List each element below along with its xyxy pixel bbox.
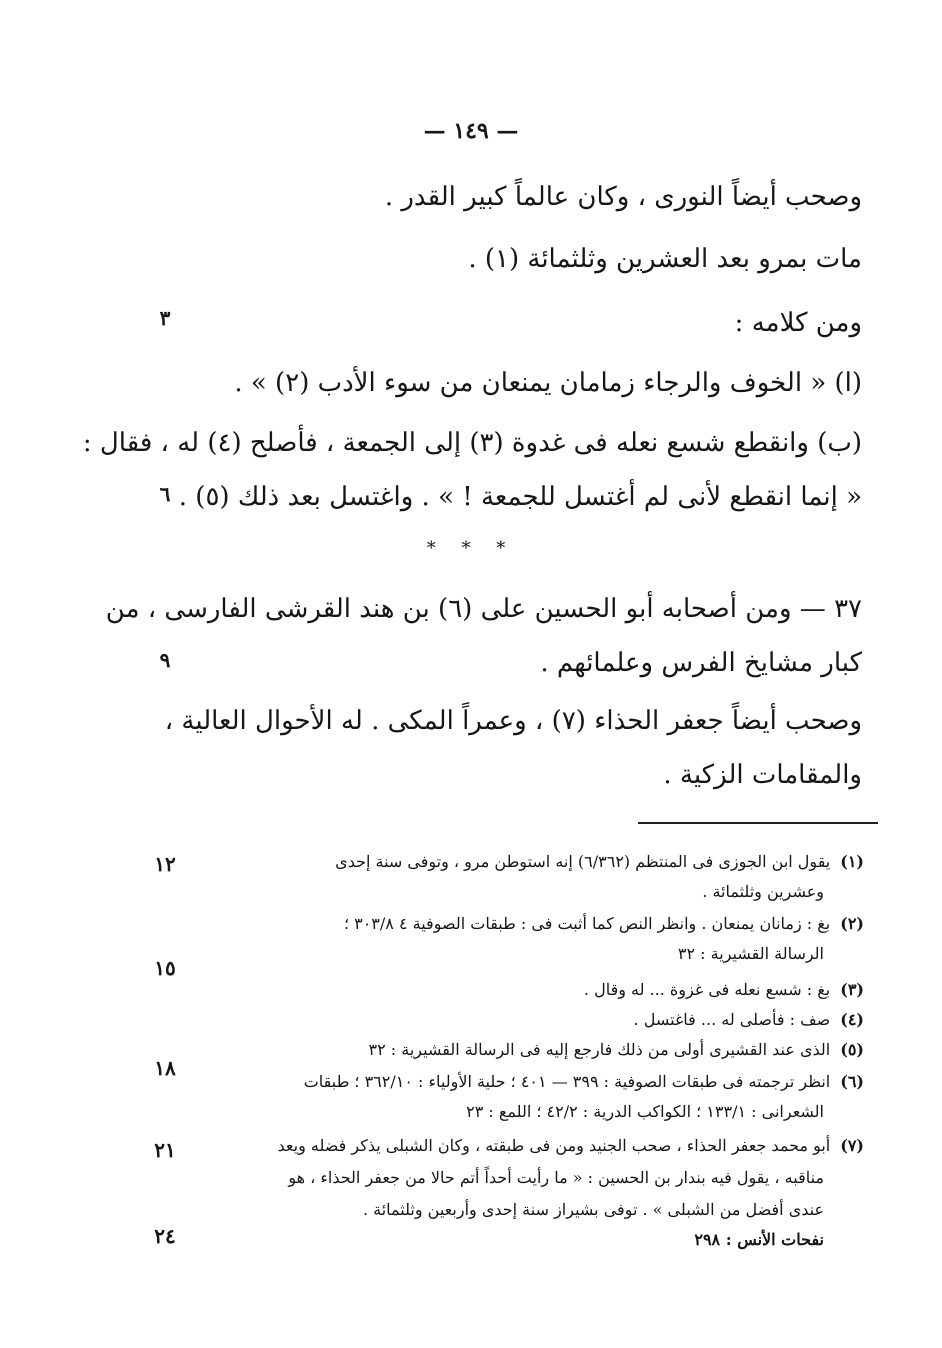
line-number-6: ٦ xyxy=(159,482,171,506)
line-number-9: ٩ xyxy=(159,648,171,672)
line-number-15: ١٥ xyxy=(154,956,176,980)
line-number-18: ١٨ xyxy=(154,1056,176,1080)
footnote-divider xyxy=(638,822,878,824)
footnote-1 xyxy=(224,852,864,871)
footnote-text: انظر ترجمته فى طبقات الصوفية : ٣٩٩ — ٤٠١ ؛ حلية الأولياء : ٣٦٢/١٠ ؛ طبقات xyxy=(303,1072,831,1091)
body-line-1: وصحب أيضاً النورى ، وكان عالماً كبير القدر . xyxy=(384,182,862,212)
footnote-number: (٢) xyxy=(840,914,864,933)
body-line-6: « إنما انقطع لأنى لم أغتسل للجمعة ! » . واغتسل بعد ذلك (٥) . xyxy=(178,482,862,512)
body-line-8: كبار مشايخ الفرس وعلمائهم . xyxy=(540,648,862,678)
footnote-number: (٤) xyxy=(840,1010,864,1029)
footnote-6-cont: الشعرانى : ١٣٣/١ ؛ الكواكب الدرية : ٤٢/٢ ؛ اللمع : ٢٣ xyxy=(466,1102,824,1121)
body-line-4: (ا) « الخوف والرجاء زمامان يمنعان من سوء الأدب (٢) » . xyxy=(234,368,862,398)
footnote-2 xyxy=(224,914,864,933)
body-line-3: ومن كلامه : xyxy=(734,308,862,338)
footnote-text: الذى عند القشيرى أولى من ذلك فارجع إليه فى الرسالة القشيرية : ٣٢ xyxy=(368,1040,831,1059)
footnote-text: صف : فأصلى له ... فاغتسل . xyxy=(633,1010,831,1029)
footnote-number: (٥) xyxy=(840,1040,864,1059)
footnote-number: (٦) xyxy=(840,1072,864,1091)
footnote-2-cont: الرسالة القشيرية : ٣٢ xyxy=(677,944,824,963)
footnote-6 xyxy=(224,1072,864,1091)
footnote-text: بغ : شسع نعله فى غزوة ... له وقال . xyxy=(583,980,831,999)
body-line-2: مات بمرو بعد العشرين وثلثمائة (١) . xyxy=(468,244,862,274)
footnote-3 xyxy=(224,980,864,999)
footnote-number: (١) xyxy=(840,852,864,871)
line-number-12: ١٢ xyxy=(154,852,176,876)
page-number: — ١٤٩ — xyxy=(423,118,519,144)
body-line-5: (ب) وانقطع شسع نعله فى غدوة (٣) إلى الجمعة ، فأصلح (٤) له ، فقال : xyxy=(82,428,862,458)
footnote-text: بغ : زمانان يمنعان . وانظر النص كما أثبت فى : طبقات الصوفية ٤ ٣٠٣/٨ ؛ xyxy=(343,914,831,933)
footnote-4 xyxy=(224,1010,864,1029)
body-line-9: وصحب أيضاً جعفر الحذاء (٧) ، وعمراً المكى . له الأحوال العالية ، xyxy=(164,706,862,736)
footnote-7-cont-1: مناقبه ، يقول فيه بندار بن الحسين : « ما رأيت أحداً أتم حالا من جعفر الحذاء ، هو xyxy=(288,1168,824,1187)
body-line-7: ٣٧ — ومن أصحابه أبو الحسين على (٦) بن هند القرشى الفارسى ، من xyxy=(105,594,862,624)
body-line-10: والمقامات الزكية . xyxy=(663,760,862,790)
line-number-21: ٢١ xyxy=(154,1138,176,1162)
footnote-7-cont-2: عندى أفضل من الشبلى » . توفى بشيراز سنة إحدى وأربعين وثلثمائة . xyxy=(362,1200,824,1219)
footnote-7-source: نفحات الأنس : ٢٩٨ xyxy=(694,1230,824,1249)
section-separator: * * * xyxy=(426,538,516,559)
line-number-24: ٢٤ xyxy=(154,1224,176,1248)
footnote-number: (٧) xyxy=(840,1136,864,1155)
footnote-number: (٣) xyxy=(840,980,864,999)
footnote-text: أبو محمد جعفر الحذاء ، صحب الجنيد ومن فى طبقته ، وكان الشبلى يذكر فضله ويعد xyxy=(277,1136,831,1155)
footnote-1-cont: وعشرين وثلثمائة . xyxy=(702,882,824,901)
line-number-3: ٣ xyxy=(159,306,171,330)
footnote-7 xyxy=(224,1136,864,1155)
footnote-5 xyxy=(224,1040,864,1059)
footnote-text: يقول ابن الجوزى فى المنتظم (٦/٣٦٢) إنه استوطن مرو ، وتوفى سنة إحدى xyxy=(335,852,831,871)
